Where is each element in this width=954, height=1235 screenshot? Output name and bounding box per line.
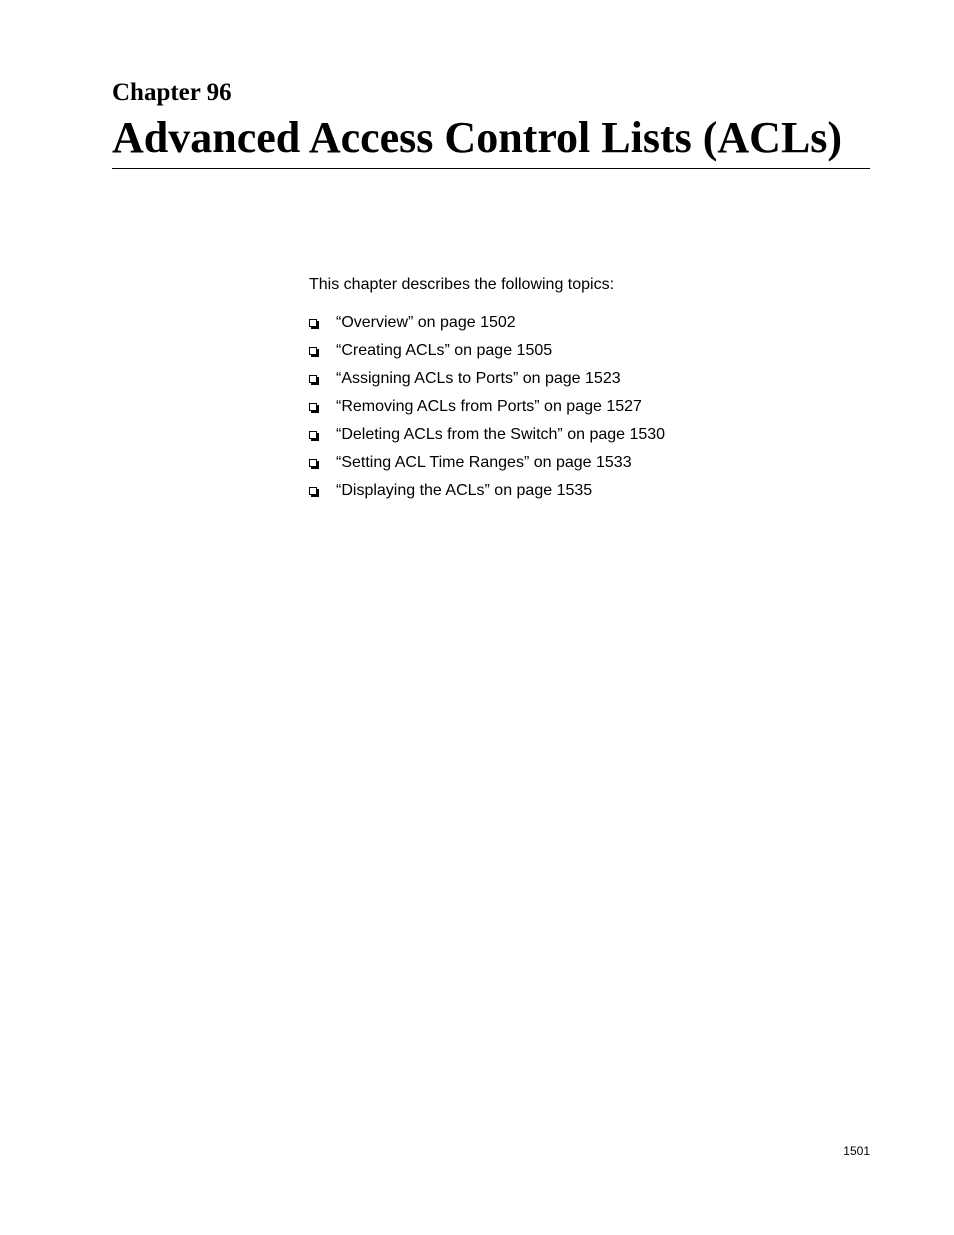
page-number: 1501	[843, 1144, 870, 1158]
bullet-icon	[309, 319, 317, 327]
topic-link[interactable]: “Creating ACLs” on page 1505	[336, 342, 553, 359]
topic-link[interactable]: “Assigning ACLs to Ports” on page 1523	[336, 370, 621, 387]
bullet-icon	[309, 459, 317, 467]
bullet-icon	[309, 403, 317, 411]
title-divider	[112, 168, 870, 169]
page-title: Advanced Access Control Lists (ACLs)	[112, 113, 843, 162]
topic-link[interactable]: “Removing ACLs from Ports” on page 1527	[336, 398, 642, 415]
bullet-icon	[309, 431, 317, 439]
bullet-icon	[309, 347, 317, 355]
topic-link[interactable]: “Overview” on page 1502	[336, 314, 516, 331]
intro-text: This chapter describes the following topics:	[309, 276, 615, 293]
topic-link[interactable]: “Displaying the ACLs” on page 1535	[336, 482, 593, 499]
bullet-icon	[309, 375, 317, 383]
topic-link[interactable]: “Setting ACL Time Ranges” on page 1533	[336, 454, 632, 471]
chapter-label: Chapter 96	[112, 79, 232, 106]
topic-link[interactable]: “Deleting ACLs from the Switch” on page 1530	[336, 426, 666, 443]
bullet-icon	[309, 487, 317, 495]
